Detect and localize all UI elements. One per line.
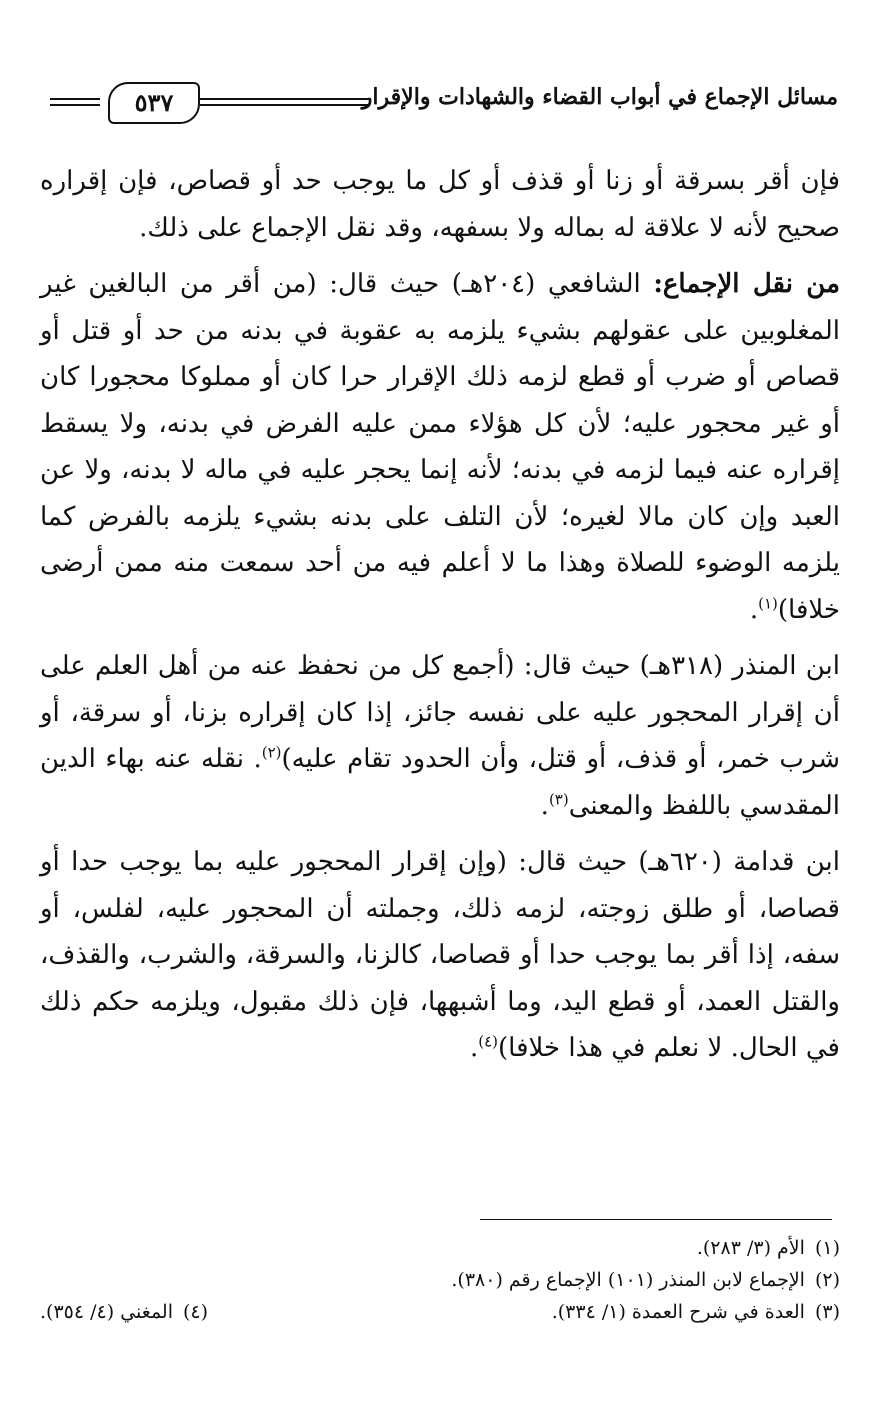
paragraph-4-text: ابن قدامة (٦٢٠هـ) حيث قال: (وإن إقرار المحجور عليه بما يوجب حدا أو قصاصا، أو طلق زوجته، لزمه ذلك، وجملته أن المحجور عليه، لفلس، أو سفه، إذا أقر بما يوجب حدا أو قصاصا، كالزنا، والسرقة، والشرب، والقذف، والقتل العمد، أو قطع اليد، وما أشبهها، فإن ذلك مقبول، ويلزمه حكم ذلك في الحال. لا نعلم في هذا خلافا) bbox=[40, 847, 840, 1063]
header-rule-left-top bbox=[50, 98, 100, 100]
page-number: ٥٣٧ bbox=[108, 82, 200, 124]
footnote-4-number: (٤) bbox=[183, 1301, 209, 1323]
paragraph-3-text-2: نقله عنه بهاء الدين المقدسي باللفظ والمعنى bbox=[40, 744, 840, 821]
paragraph-3-text: ابن المنذر (٣١٨هـ) حيث قال: (أجمع كل من نحفظ عنه من أهل العلم على أن إقرار المحجور عليه على نفسه جائز، إذا كان إقراره بزنا، أو سرقة، أو شرب خمر، أو قذف، أو قتل، وأن الحدود تقام عليه) bbox=[40, 651, 840, 774]
header-rule-left-bottom bbox=[50, 104, 100, 106]
footnote-3 bbox=[552, 1296, 840, 1328]
paragraph-2: من نقل الإجماع: الشافعي (٢٠٤هـ) حيث قال: (من أقر من البالغين غير المغلوبين على عقولهم بشيء يلزمه به عقوبة في بدنه من حد أو قتل أو قصاص أو ضرب أو قطع لزمه ذلك الإقرار حرا كان أو مملوكا محجورا كان أو غير محجور عليه؛ لأن كل هؤلاء ممن عليه الفرض في بدنه، ولا يسقط إقراره عنه فيما لزمه في بدنه؛ لأنه إنما يحجر عليه في ماله لا بدنه، ولا عن العبد وإن كان مالا لغيره؛ لأن التلف على بدنه بشيء يلزمه بالفرض كما يلزمه الوضوء للصلاة وهذا ما لا أعلم فيه من أحد سمعت منه ممن أرضى خلافا)$^{(١)}$. bbox=[40, 269, 841, 625]
footnote-2-text: الإجماع لابن المنذر (١٠١) الإجماع رقم (٣٨٠). bbox=[451, 1269, 805, 1291]
footnote-2-number: (٢) bbox=[814, 1269, 840, 1291]
header-rule-top bbox=[200, 98, 370, 100]
footnote-3-text: العدة في شرح العمدة (١/ ٣٣٤). bbox=[551, 1301, 805, 1323]
footnote-4 bbox=[40, 1296, 208, 1328]
paragraph-1 bbox=[40, 158, 840, 251]
footnote-2 bbox=[40, 1264, 840, 1296]
page-body bbox=[40, 158, 840, 1082]
paragraph-4: ابن قدامة (٦٢٠هـ) حيث قال: (وإن إقرار المحجور عليه بما يوجب حدا أو قصاصا، أو طلق زوجته، لزمه ذلك، وجملته أن المحجور عليه، لفلس، أو سفه، إذا أقر بما يوجب حدا أو قصاصا، كالزنا، والسرقة، والشرب، والقذف، والقتل العمد، أو قطع اليد، وما أشبهها، فإن ذلك مقبول، ويلزمه حكم ذلك في الحال. لا نعلم في هذا خلافا)$^{(٤)}$. bbox=[40, 847, 840, 1063]
footnote-1-text: الأم (٣/ ٢٨٣). bbox=[696, 1237, 805, 1259]
paragraph-2-lead: من نقل الإجماع: bbox=[653, 269, 840, 299]
footnote-1-number: (١) bbox=[814, 1237, 840, 1259]
footnote-ref-2: (٢) bbox=[261, 743, 282, 762]
paragraph-1-text: فإن أقر بسرقة أو زنا أو قذف أو كل ما يوجب حد أو قصاص، فإن إقراره صحيح لأنه لا علاقة له بماله ولا بسفهه، وقد نقل الإجماع على ذلك. bbox=[40, 166, 840, 243]
header-rule-bottom bbox=[200, 104, 370, 106]
footnote-ref-1: (١) bbox=[758, 593, 778, 612]
footnote-4-text: المغني (٤/ ٣٥٤). bbox=[40, 1301, 173, 1323]
footnote-ref-3: (٣) bbox=[548, 789, 569, 808]
running-title: مسائل الإجماع في أبواب القضاء والشهادات والإقرار bbox=[361, 84, 838, 110]
footnote-1 bbox=[40, 1232, 840, 1264]
footnote-ref-4: (٤) bbox=[478, 1032, 499, 1051]
page-header bbox=[50, 70, 838, 130]
footnote-row-3-4 bbox=[40, 1296, 840, 1328]
footnote-separator bbox=[480, 1219, 832, 1220]
paragraph-2-text: الشافعي (٢٠٤هـ) حيث قال: (من أقر من البالغين غير المغلوبين على عقولهم بشيء يلزمه به عقوبة في بدنه من حد أو قتل أو قصاص أو ضرب أو قطع لزمه ذلك الإقرار حرا كان أو مملوكا محجورا كان أو غير محجور عليه؛ لأن كل هؤلاء ممن عليه الفرض في بدنه، ولا يسقط إقراره عنه فيما لزمه في بدنه؛ لأنه إنما يحجر عليه في ماله لا بدنه، ولا عن العبد وإن كان مالا لغيره؛ لأن التلف على بدنه بشيء يلزمه بالفرض كما يلزمه الوضوء للصلاة وهذا ما لا أعلم فيه من أحد سمعت منه ممن أرضى خلافا) bbox=[40, 269, 841, 625]
footnote-3-number: (٣) bbox=[814, 1301, 840, 1323]
paragraph-3: ابن المنذر (٣١٨هـ) حيث قال: (أجمع كل من نحفظ عنه من أهل العلم على أن إقرار المحجور عليه على نفسه جائز، إذا كان إقراره بزنا، أو سرقة، أو شرب خمر، أو قذف، أو قتل، وأن الحدود تقام عليه)$^{(٢)}$. نقله عنه بهاء الدين المقدسي باللفظ والمعنى$^{(٣)}$. bbox=[40, 651, 840, 821]
footnotes bbox=[40, 1232, 840, 1328]
